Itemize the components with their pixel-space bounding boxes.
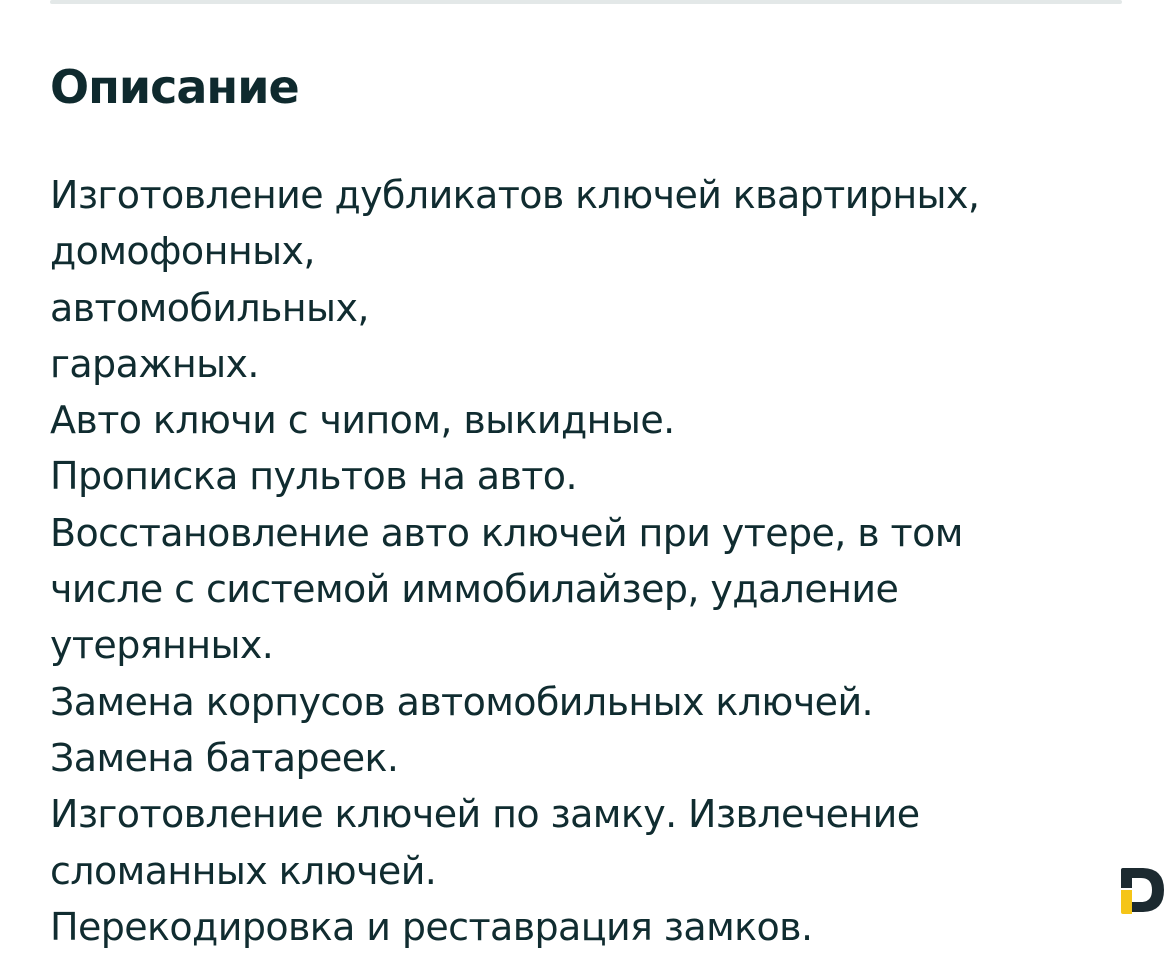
description-line: Замена батареек. — [50, 735, 399, 780]
description-line: Прописка пультов на авто. — [50, 454, 577, 499]
description-line: Изготовление ключей по замку. Извлечение — [50, 792, 920, 837]
description-line: домофонных, — [50, 229, 315, 274]
description-line: Восстановление авто ключей при утере, в том — [50, 510, 963, 555]
description-line: утерянных. — [50, 623, 274, 668]
description-line: сломанных ключей. — [50, 848, 437, 893]
description-line: Замена корпусов автомобильных ключей. — [50, 679, 874, 724]
top-divider — [50, 0, 1122, 4]
section-title: Описание — [50, 60, 299, 114]
brand-logo-icon[interactable] — [1118, 864, 1168, 916]
description-line: автомобильных, — [50, 285, 369, 330]
description-line: Изготовление дубликатов ключей квартирных, — [50, 173, 980, 217]
description-line: Авто ключи с чипом, выкидные. — [50, 398, 675, 443]
description-line: Перекодировка и реставрация замков. — [50, 904, 813, 949]
brand-logo-accent — [1121, 890, 1132, 914]
description-text — [50, 167, 1110, 955]
description-line: гаражных. — [50, 341, 259, 386]
description-line: числе с системой иммобилайзер, удаление — [50, 567, 899, 612]
brand-logo-svg — [1118, 864, 1168, 916]
